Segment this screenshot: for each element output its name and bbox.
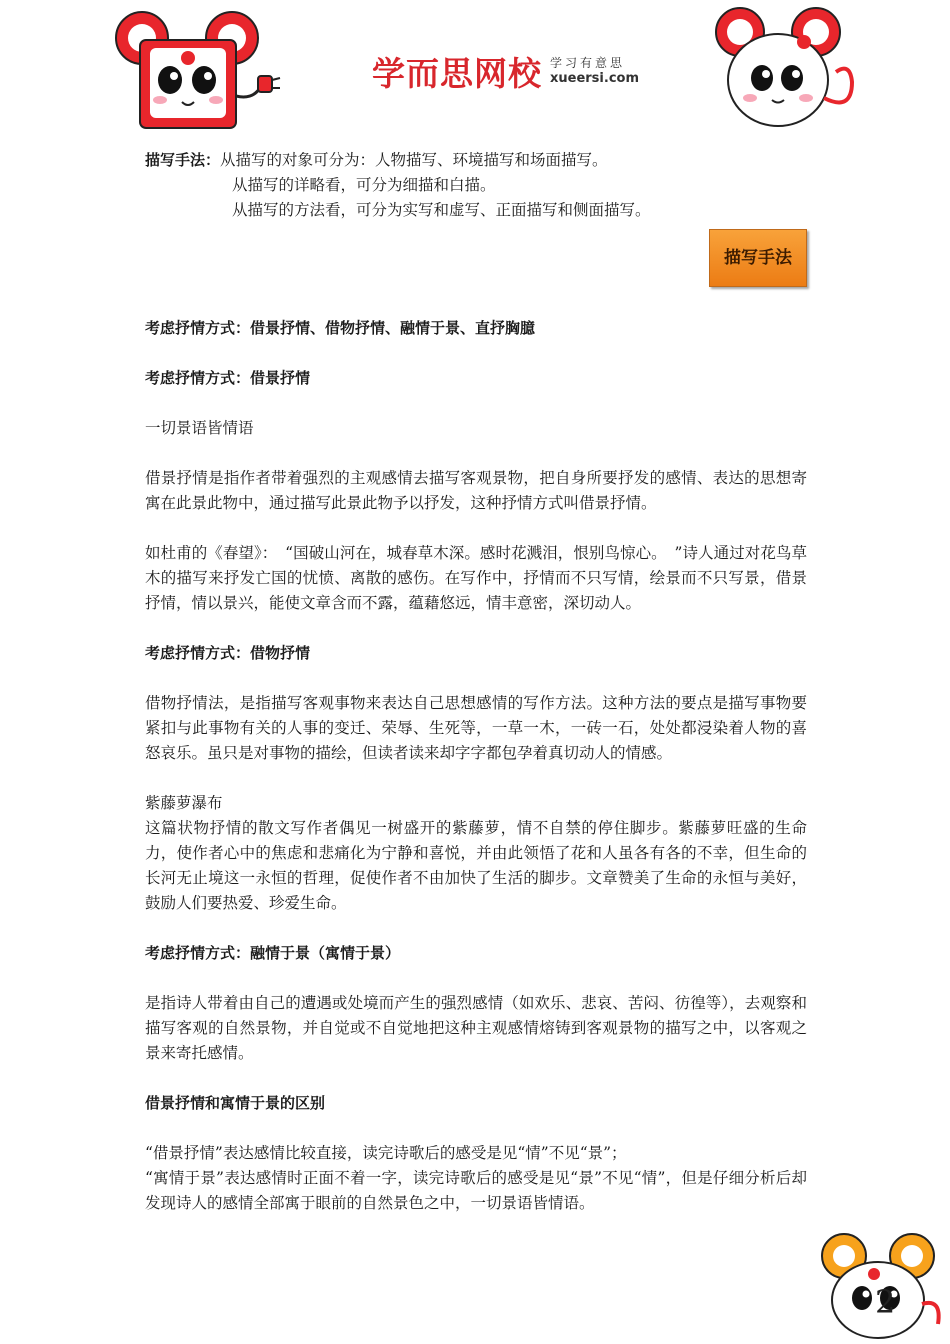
ziteng-title: 紫藤萝瀑布 — [145, 794, 223, 812]
brand-slogan: 学习有意思 — [550, 56, 626, 70]
jiejing-heading: 考虑抒情方式：借景抒情 — [145, 369, 311, 387]
rongqing-definition: 是指诗人带着由自己的遭遇或处境而产生的强烈感情（如欢乐、悲哀、苦闷、彷徨等），去观察和描写客观的自然景物，并自觉或不自觉地把这种主观感情熔铸到客观景物的描写之中，以客观之景来寄托感情。 — [145, 994, 807, 1062]
mascot-right-icon — [712, 2, 862, 132]
overview-heading: 考虑抒情方式：借景抒情、借物抒情、融情于景、直抒胸臆 — [145, 319, 536, 337]
description-line-2: 从描写的详略看，可分为细描和白描。 — [232, 176, 496, 194]
mascot-left-icon — [112, 4, 282, 132]
ziteng-text: 这篇状物抒情的散文写作者偶见一树盛开的紫藤萝，情不自禁的停住脚步。紫藤萝旺盛的生命力，使作者心中的焦虑和悲痛化为宁静和喜悦，并由此领悟了花和人虽各有各的不幸，但生命的长河无止境这一永恒的哲理，促使作者不由加快了生活的脚步。文章赞美了生命的永恒与美好，鼓励人们要热爱、珍爱生命。 — [145, 819, 807, 912]
brand-logo — [372, 46, 639, 96]
description-methods-button[interactable]: 描写手法 — [709, 229, 807, 287]
jiejing-quote: 一切景语皆情语 — [145, 419, 254, 437]
jiewu-definition: 借物抒情法，是指描写客观事物来表达自己思想感情的写作方法。这种方法的要点是描写事物要紧扣与此事物有关的人事的变迁、荣辱、生死等，一草一木，一砖一石，处处都浸染着人物的喜怒哀乐。虽只是对事物的描绘，但读者读来却字字都包孕着真切动人的情感。 — [145, 694, 807, 762]
description-label: 描写手法： — [145, 151, 221, 169]
brand-name: 学而思网校 — [372, 53, 542, 93]
description-line-3: 从描写的方法看，可分为实写和虚写、正面描写和侧面描写。 — [232, 201, 651, 219]
jiewu-heading: 考虑抒情方式：借物抒情 — [145, 644, 311, 662]
page-header — [0, 0, 950, 140]
jiejing-definition: 借景抒情是指作者带着强烈的主观感情去描写客观景物，把自身所要抒发的感情、表达的思想寄寓在此景此物中，通过描写此景此物予以抒发，这种抒情方式叫借景抒情。 — [145, 469, 807, 512]
page-number: 2 — [875, 1283, 896, 1321]
document-body — [145, 148, 807, 1216]
description-line-1: 描写手法：从描写的对象可分为：人物描写、环境描写和场面描写。 — [145, 151, 608, 169]
brand-url: xueersi.com — [550, 71, 640, 86]
difference-heading: 借景抒情和寓情于景的区别 — [145, 1094, 326, 1112]
jiejing-example: 如杜甫的《春望》： “国破山河在，城春草木深。感时花溅泪，恨别鸟惊心。 ”诗人通过对花鸟草木的描写来抒发亡国的忧愤、离散的感伤。在写作中，抒情而不只写情，绘景而不只写景，借景抒情，情以景兴，能使文章含而不露，蕴藉悠远，情丰意密，深切动人。 — [145, 544, 807, 612]
difference-line-1: “借景抒情”表达感情比较直接，读完诗歌后的感受是见“情”不见“景”； — [145, 1144, 627, 1162]
difference-line-2: “寓情于景”表达感情时正面不着一字，读完诗歌后的感受是见“景”不见“情”，但是仔细分析后却发现诗人的感情全部寓于眼前的自然景色之中，一切景语皆情语。 — [145, 1169, 807, 1212]
rongqing-heading: 考虑抒情方式：融情于景（寓情于景） — [145, 944, 401, 962]
